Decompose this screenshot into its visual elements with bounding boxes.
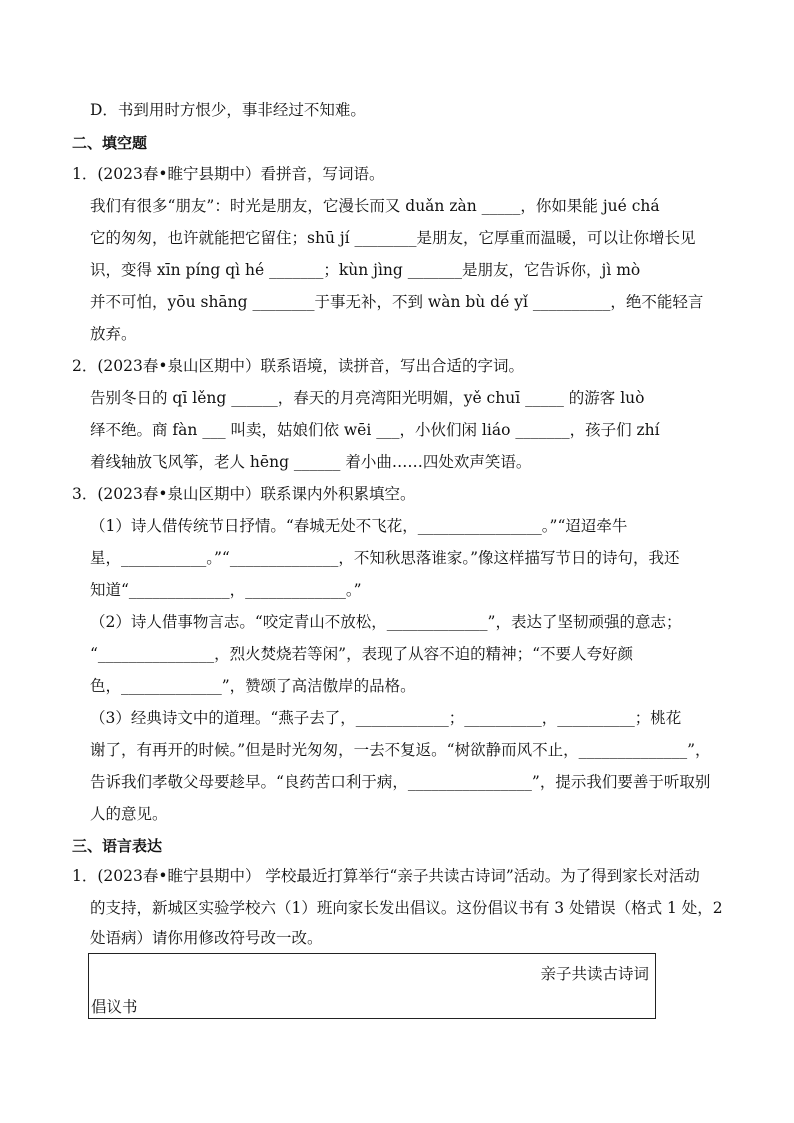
q2-line: 告别冬日的 qī lěng ______，春天的月亮湾阳光明媚，yě chuī _____ 的游客 luò: [90, 389, 645, 407]
q3-line: （3）经典诗文中的道理。“燕子去了，____________；__________，__________；桃花: [90, 709, 682, 727]
q2-line: 绎不绝。商 fàn ___ 叫卖，姑娘们依 wēi ___，小伙们闲 liáo _______，孩子们 zhí: [90, 421, 660, 439]
section-fill-blank-heading: 二、填空题: [72, 134, 148, 152]
q3-line: 告诉我们孝敬父母要趁早。“良药苦口利于病，________________”，提示我们要善于听取别: [90, 773, 711, 791]
option-d: D．书到用时方恨少，事非经过不知难。: [90, 101, 366, 119]
q4-line: 处语病）请你用修改符号改一改。: [90, 929, 323, 947]
q3-line: 色，_____________”，赞颂了高洁傲岸的品格。: [90, 677, 416, 695]
q3-line: 人的意见。: [90, 805, 168, 823]
q3-stem: 3．(2023春•泉山区期中）联系课内外积累填空。: [72, 485, 416, 503]
q3-line: （2）诗人借事物言志。“咬定青山不放松，_____________”，表达了坚韧顽强的意志；: [90, 613, 682, 631]
q4-line: 的支持，新城区实验学校六（1）班向家长发出倡议。这份倡议书有 3 处错误（格式 1 处，2: [90, 899, 723, 917]
q3-line: 星，___________。”“______________，不知秋思落谁家。”像这样描写节日的诗句，我还: [90, 549, 680, 567]
q3-line: （1）诗人借传统节日抒情。“春城无处不飞花，________________。”“迢迢牵牛: [90, 517, 628, 535]
q2-line: 着线轴放飞风筝，老人 hēng ______ 着小曲……四处欢声笑语。: [90, 453, 532, 471]
q3-line: 知道“_____________，_____________。”: [90, 581, 362, 599]
q1-line: 并不可怕，yōu shāng ________于事无补，不到 wàn bù dé yǐ __________，绝不能轻言: [90, 293, 704, 311]
q4-stem: 1．(2023春•睢宁县期中） 学校最近打算举行“亲子共读古诗词”活动。为了得到家长对活动: [72, 867, 700, 885]
q3-line: 谢了，有再开的时候。”但是时光匆匆，一去不复返。“树欲静而风不止，______________”，: [90, 741, 711, 759]
q2-stem: 2．(2023春•泉山区期中）联系语境，读拼音，写出合适的字词。: [72, 357, 524, 375]
q1-line: 它的匆匆，也许就能把它留住；shū jí ________是朋友，它厚重而温暖，可以让你增长见: [90, 229, 696, 247]
section-language-expression-heading: 三、语言表达: [72, 837, 163, 855]
proposal-subtitle: 倡议书: [91, 998, 138, 1016]
proposal-box: [88, 953, 656, 1019]
q3-line: “_______________，烈火焚烧若等闲”，表现了从容不迫的精神；“不要人夸好颜: [90, 645, 634, 663]
q1-stem: 1．(2023春•睢宁县期中）看拼音，写词语。: [72, 165, 385, 183]
proposal-title: 亲子共读古诗词: [540, 965, 649, 983]
q1-line: 识，变得 xīn píng qì hé _______；kùn jìng _______是朋友，它告诉你，jì mò: [90, 261, 641, 279]
q1-line: 放弃。: [90, 325, 137, 343]
q1-line: 我们有很多“朋友”：时光是朋友，它漫长而又 duǎn zàn _____，你如果能 jué chá: [90, 197, 660, 215]
